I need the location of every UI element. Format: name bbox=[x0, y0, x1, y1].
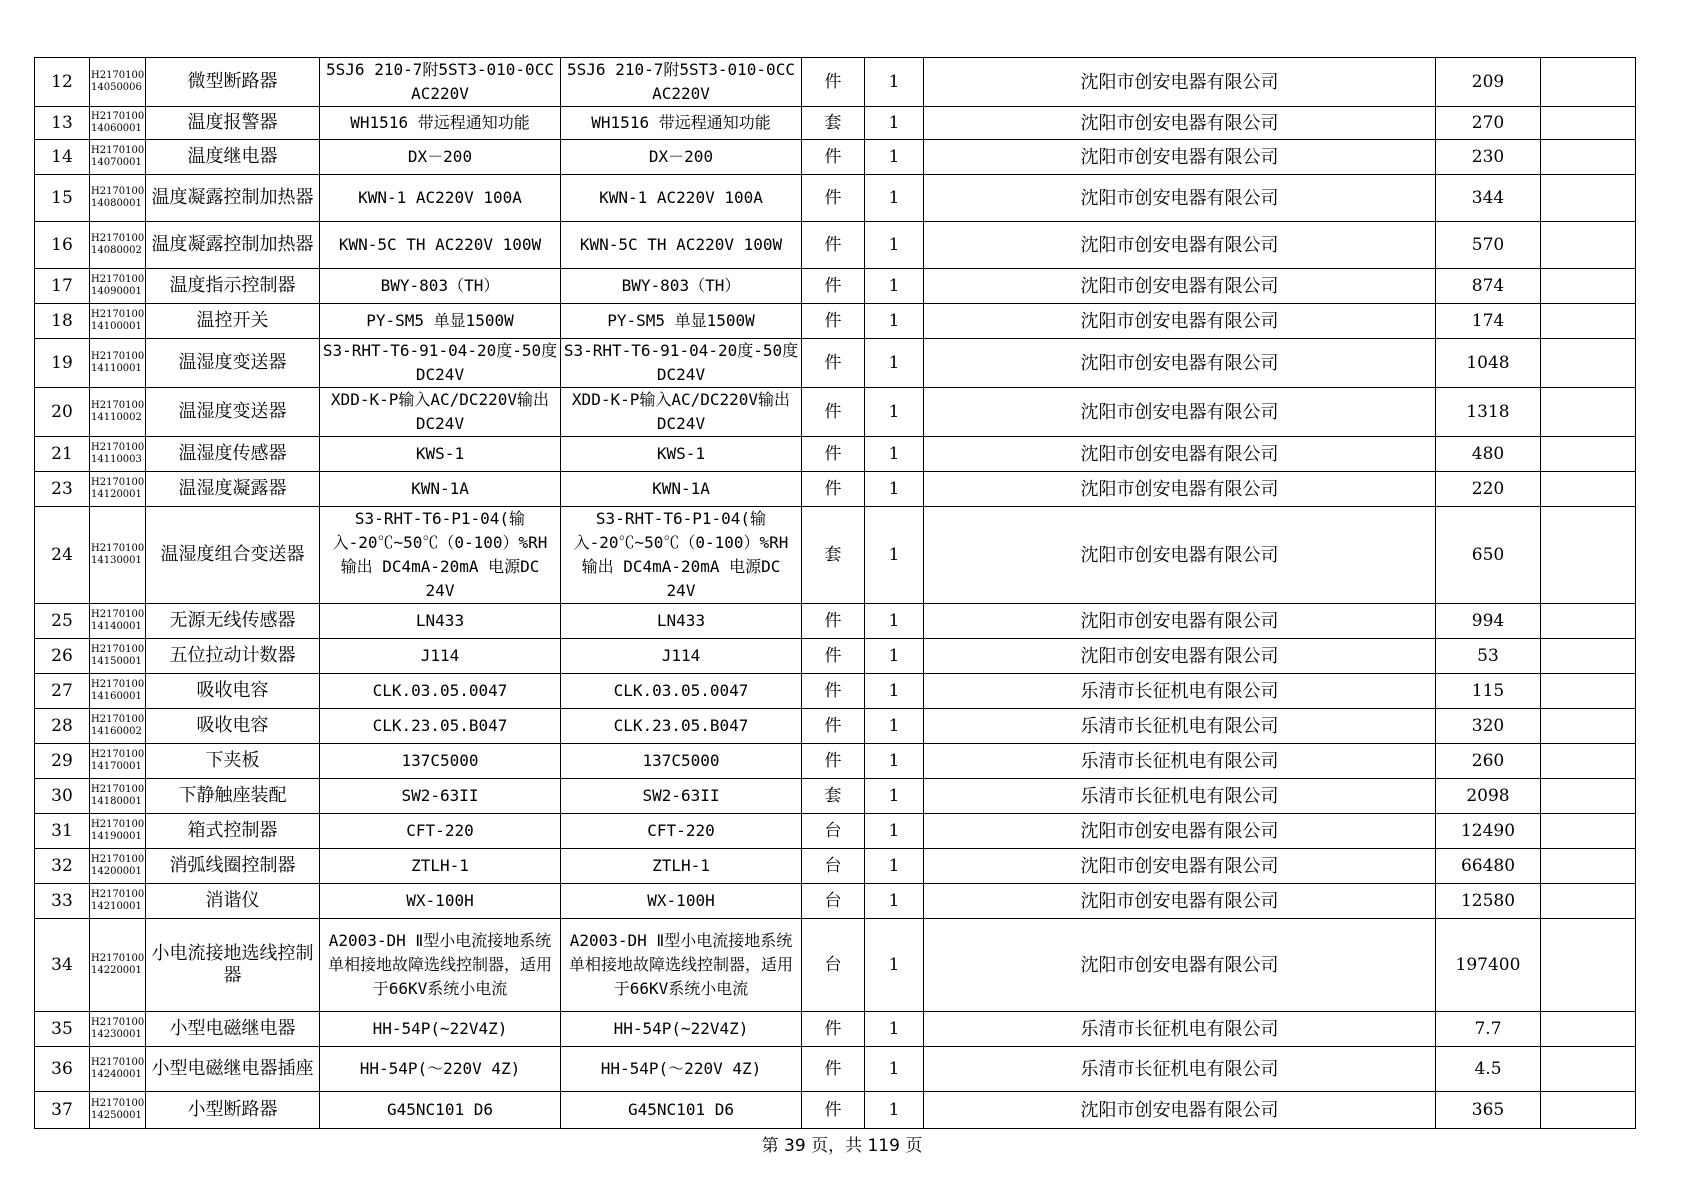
table-row bbox=[35, 884, 1636, 919]
table-row bbox=[35, 814, 1636, 849]
unit-cell: 件 bbox=[802, 388, 865, 437]
spec-model-cell: G45NC101 D6 bbox=[320, 1092, 561, 1129]
table-row bbox=[35, 175, 1636, 222]
item-name-cell: 温控开关 bbox=[146, 304, 320, 339]
item-name-cell: 无源无线传感器 bbox=[146, 604, 320, 639]
spec-model-cell: ZTLH-1 bbox=[320, 849, 561, 884]
table-row bbox=[35, 1012, 1636, 1047]
unit-cell: 件 bbox=[802, 709, 865, 744]
item-name-cell: 消谐仪 bbox=[146, 884, 320, 919]
item-code-cell: H2170100 14070001 bbox=[90, 140, 146, 175]
remarks-cell bbox=[1541, 814, 1636, 849]
spec-model-2-cell: WX-100H bbox=[561, 884, 802, 919]
row-number-cell: 21 bbox=[35, 437, 90, 472]
unit-cell: 件 bbox=[802, 1047, 865, 1092]
item-code-cell: H2170100 14110002 bbox=[90, 388, 146, 437]
unit-price-cell: 270 bbox=[1436, 107, 1541, 140]
item-code-cell: H2170100 14160002 bbox=[90, 709, 146, 744]
quantity-cell: 1 bbox=[865, 709, 924, 744]
table-row bbox=[35, 604, 1636, 639]
remarks-cell bbox=[1541, 140, 1636, 175]
item-code-cell: H2170100 14090001 bbox=[90, 269, 146, 304]
spec-model-2-cell: KWN-1A bbox=[561, 472, 802, 507]
item-name-cell: 下夹板 bbox=[146, 744, 320, 779]
remarks-cell bbox=[1541, 175, 1636, 222]
unit-price-cell: 1048 bbox=[1436, 339, 1541, 388]
table-row bbox=[35, 58, 1636, 107]
item-name-cell: 温湿度变送器 bbox=[146, 388, 320, 437]
supplier-name-cell: 沈阳市创安电器有限公司 bbox=[924, 814, 1436, 849]
unit-cell: 件 bbox=[802, 175, 865, 222]
row-number-cell: 33 bbox=[35, 884, 90, 919]
unit-price-cell: 480 bbox=[1436, 437, 1541, 472]
table-row bbox=[35, 744, 1636, 779]
table-row bbox=[35, 222, 1636, 269]
row-number-cell: 15 bbox=[35, 175, 90, 222]
supplier-name-cell: 沈阳市创安电器有限公司 bbox=[924, 437, 1436, 472]
item-code-cell: H2170100 14230001 bbox=[90, 1012, 146, 1047]
spec-model-cell: 137C5000 bbox=[320, 744, 561, 779]
table-row bbox=[35, 339, 1636, 388]
unit-cell: 套 bbox=[802, 107, 865, 140]
quantity-cell: 1 bbox=[865, 674, 924, 709]
item-code-cell: H2170100 14060001 bbox=[90, 107, 146, 140]
unit-cell: 件 bbox=[802, 1012, 865, 1047]
spec-model-2-cell: KWN-1 AC220V 100A bbox=[561, 175, 802, 222]
spec-model-cell: LN433 bbox=[320, 604, 561, 639]
remarks-cell bbox=[1541, 639, 1636, 674]
item-code-cell: H2170100 14130001 bbox=[90, 507, 146, 604]
remarks-cell bbox=[1541, 849, 1636, 884]
quantity-cell: 1 bbox=[865, 472, 924, 507]
row-number-cell: 12 bbox=[35, 58, 90, 107]
spec-model-2-cell: KWN-5C TH AC220V 100W bbox=[561, 222, 802, 269]
item-code-cell: H2170100 14100001 bbox=[90, 304, 146, 339]
quantity-cell: 1 bbox=[865, 1012, 924, 1047]
supplier-name-cell: 乐清市长征机电有限公司 bbox=[924, 1012, 1436, 1047]
quantity-cell: 1 bbox=[865, 919, 924, 1012]
row-number-cell: 27 bbox=[35, 674, 90, 709]
row-number-cell: 18 bbox=[35, 304, 90, 339]
unit-cell: 台 bbox=[802, 919, 865, 1012]
table-row bbox=[35, 437, 1636, 472]
unit-cell: 件 bbox=[802, 674, 865, 709]
item-code-cell: H2170100 14250001 bbox=[90, 1092, 146, 1129]
unit-price-cell: 220 bbox=[1436, 472, 1541, 507]
spec-model-cell: BWY-803（TH） bbox=[320, 269, 561, 304]
supplier-name-cell: 沈阳市创安电器有限公司 bbox=[924, 849, 1436, 884]
remarks-cell bbox=[1541, 304, 1636, 339]
row-number-cell: 26 bbox=[35, 639, 90, 674]
remarks-cell bbox=[1541, 744, 1636, 779]
quantity-cell: 1 bbox=[865, 339, 924, 388]
unit-price-cell: 209 bbox=[1436, 58, 1541, 107]
spec-model-2-cell: SW2-63II bbox=[561, 779, 802, 814]
supplier-name-cell: 沈阳市创安电器有限公司 bbox=[924, 140, 1436, 175]
unit-price-cell: 12580 bbox=[1436, 884, 1541, 919]
spec-model-2-cell: WH1516 带远程通知功能 bbox=[561, 107, 802, 140]
item-code-cell: H2170100 14080001 bbox=[90, 175, 146, 222]
row-number-cell: 28 bbox=[35, 709, 90, 744]
table-row bbox=[35, 107, 1636, 140]
unit-price-cell: 174 bbox=[1436, 304, 1541, 339]
item-code-cell: H2170100 14160001 bbox=[90, 674, 146, 709]
unit-cell: 台 bbox=[802, 814, 865, 849]
unit-price-cell: 12490 bbox=[1436, 814, 1541, 849]
item-code-cell: H2170100 14190001 bbox=[90, 814, 146, 849]
quantity-cell: 1 bbox=[865, 58, 924, 107]
quantity-cell: 1 bbox=[865, 604, 924, 639]
remarks-cell bbox=[1541, 269, 1636, 304]
remarks-cell bbox=[1541, 1012, 1636, 1047]
spec-model-cell: DX－200 bbox=[320, 140, 561, 175]
unit-price-cell: 4.5 bbox=[1436, 1047, 1541, 1092]
remarks-cell bbox=[1541, 674, 1636, 709]
remarks-cell bbox=[1541, 472, 1636, 507]
quantity-cell: 1 bbox=[865, 849, 924, 884]
unit-price-cell: 197400 bbox=[1436, 919, 1541, 1012]
unit-cell: 台 bbox=[802, 884, 865, 919]
item-code-cell: H2170100 14220001 bbox=[90, 919, 146, 1012]
unit-cell: 套 bbox=[802, 779, 865, 814]
row-number-cell: 25 bbox=[35, 604, 90, 639]
row-number-cell: 31 bbox=[35, 814, 90, 849]
spec-model-2-cell: G45NC101 D6 bbox=[561, 1092, 802, 1129]
spec-model-cell: KWS-1 bbox=[320, 437, 561, 472]
item-name-cell: 温度凝露控制加热器 bbox=[146, 175, 320, 222]
unit-cell: 件 bbox=[802, 269, 865, 304]
spec-model-cell: CFT-220 bbox=[320, 814, 561, 849]
spec-model-cell: CLK.03.05.0047 bbox=[320, 674, 561, 709]
table-row bbox=[35, 1047, 1636, 1092]
quantity-cell: 1 bbox=[865, 222, 924, 269]
row-number-cell: 36 bbox=[35, 1047, 90, 1092]
unit-price-cell: 260 bbox=[1436, 744, 1541, 779]
spec-model-cell: XDD-K-P输入AC/DC220V输出DC24V bbox=[320, 388, 561, 437]
item-name-cell: 箱式控制器 bbox=[146, 814, 320, 849]
item-code-cell: H2170100 14110003 bbox=[90, 437, 146, 472]
remarks-cell bbox=[1541, 709, 1636, 744]
item-name-cell: 小电流接地选线控制器 bbox=[146, 919, 320, 1012]
table-row bbox=[35, 269, 1636, 304]
row-number-cell: 14 bbox=[35, 140, 90, 175]
item-code-cell: H2170100 14150001 bbox=[90, 639, 146, 674]
parts-price-table bbox=[34, 57, 1636, 1129]
supplier-name-cell: 沈阳市创安电器有限公司 bbox=[924, 507, 1436, 604]
item-name-cell: 温湿度变送器 bbox=[146, 339, 320, 388]
unit-price-cell: 320 bbox=[1436, 709, 1541, 744]
unit-price-cell: 994 bbox=[1436, 604, 1541, 639]
table-row bbox=[35, 919, 1636, 1012]
row-number-cell: 34 bbox=[35, 919, 90, 1012]
spec-model-2-cell: 5SJ6 210-7附5ST3-010-0CC AC220V bbox=[561, 58, 802, 107]
item-name-cell: 吸收电容 bbox=[146, 674, 320, 709]
supplier-name-cell: 沈阳市创安电器有限公司 bbox=[924, 919, 1436, 1012]
supplier-name-cell: 沈阳市创安电器有限公司 bbox=[924, 472, 1436, 507]
spec-model-2-cell: HH-54P(~22V4Z) bbox=[561, 1012, 802, 1047]
table-row bbox=[35, 779, 1636, 814]
table-row bbox=[35, 674, 1636, 709]
spec-model-cell: HH-54P(～220V 4Z) bbox=[320, 1047, 561, 1092]
unit-cell: 件 bbox=[802, 639, 865, 674]
item-code-cell: H2170100 14200001 bbox=[90, 849, 146, 884]
remarks-cell bbox=[1541, 779, 1636, 814]
spec-model-cell: CLK.23.05.B047 bbox=[320, 709, 561, 744]
spec-model-2-cell: S3-RHT-T6-P1-04(输入-20℃~50℃（0-100）%RH 输出 DC4mA-20mA 电源DC 24V bbox=[561, 507, 802, 604]
item-code-cell: H2170100 14180001 bbox=[90, 779, 146, 814]
remarks-cell bbox=[1541, 919, 1636, 1012]
supplier-name-cell: 沈阳市创安电器有限公司 bbox=[924, 884, 1436, 919]
item-code-cell: H2170100 14240001 bbox=[90, 1047, 146, 1092]
spec-model-2-cell: DX－200 bbox=[561, 140, 802, 175]
quantity-cell: 1 bbox=[865, 437, 924, 472]
spec-model-cell: A2003-DH Ⅱ型小电流接地系统单相接地故障选线控制器，适用于66KV系统小电流 bbox=[320, 919, 561, 1012]
row-number-cell: 35 bbox=[35, 1012, 90, 1047]
supplier-name-cell: 乐清市长征机电有限公司 bbox=[924, 1047, 1436, 1092]
item-code-cell: H2170100 14140001 bbox=[90, 604, 146, 639]
unit-cell: 件 bbox=[802, 604, 865, 639]
spec-model-2-cell: LN433 bbox=[561, 604, 802, 639]
unit-cell: 件 bbox=[802, 1092, 865, 1129]
unit-price-cell: 650 bbox=[1436, 507, 1541, 604]
spec-model-2-cell: CLK.23.05.B047 bbox=[561, 709, 802, 744]
quantity-cell: 1 bbox=[865, 884, 924, 919]
supplier-name-cell: 沈阳市创安电器有限公司 bbox=[924, 1092, 1436, 1129]
row-number-cell: 20 bbox=[35, 388, 90, 437]
quantity-cell: 1 bbox=[865, 269, 924, 304]
remarks-cell bbox=[1541, 339, 1636, 388]
quantity-cell: 1 bbox=[865, 1092, 924, 1129]
quantity-cell: 1 bbox=[865, 175, 924, 222]
unit-price-cell: 874 bbox=[1436, 269, 1541, 304]
remarks-cell bbox=[1541, 388, 1636, 437]
row-number-cell: 13 bbox=[35, 107, 90, 140]
item-name-cell: 微型断路器 bbox=[146, 58, 320, 107]
item-code-cell: H2170100 14050006 bbox=[90, 58, 146, 107]
spec-model-2-cell: XDD-K-P输入AC/DC220V输出DC24V bbox=[561, 388, 802, 437]
row-number-cell: 32 bbox=[35, 849, 90, 884]
spec-model-cell: SW2-63II bbox=[320, 779, 561, 814]
unit-price-cell: 53 bbox=[1436, 639, 1541, 674]
spec-model-cell: WX-100H bbox=[320, 884, 561, 919]
unit-cell: 件 bbox=[802, 437, 865, 472]
spec-model-2-cell: S3-RHT-T6-91-04-20度-50度 DC24V bbox=[561, 339, 802, 388]
row-number-cell: 23 bbox=[35, 472, 90, 507]
spec-model-cell: HH-54P(~22V4Z) bbox=[320, 1012, 561, 1047]
supplier-name-cell: 沈阳市创安电器有限公司 bbox=[924, 639, 1436, 674]
item-name-cell: 温度继电器 bbox=[146, 140, 320, 175]
supplier-name-cell: 沈阳市创安电器有限公司 bbox=[924, 175, 1436, 222]
unit-price-cell: 344 bbox=[1436, 175, 1541, 222]
spec-model-cell: KWN-1 AC220V 100A bbox=[320, 175, 561, 222]
unit-cell: 件 bbox=[802, 58, 865, 107]
page-footer: 第 39 页，共 119 页 bbox=[761, 1136, 923, 1156]
item-name-cell: 消弧线圈控制器 bbox=[146, 849, 320, 884]
spec-model-2-cell: A2003-DH Ⅱ型小电流接地系统单相接地故障选线控制器，适用于66KV系统小电流 bbox=[561, 919, 802, 1012]
remarks-cell bbox=[1541, 604, 1636, 639]
quantity-cell: 1 bbox=[865, 779, 924, 814]
quantity-cell: 1 bbox=[865, 639, 924, 674]
spec-model-2-cell: BWY-803（TH） bbox=[561, 269, 802, 304]
spec-model-2-cell: J114 bbox=[561, 639, 802, 674]
item-code-cell: H2170100 14080002 bbox=[90, 222, 146, 269]
item-name-cell: 小型电磁继电器插座 bbox=[146, 1047, 320, 1092]
item-name-cell: 温湿度凝露器 bbox=[146, 472, 320, 507]
spec-model-2-cell: CLK.03.05.0047 bbox=[561, 674, 802, 709]
unit-cell: 件 bbox=[802, 222, 865, 269]
unit-price-cell: 230 bbox=[1436, 140, 1541, 175]
unit-cell: 件 bbox=[802, 304, 865, 339]
table-row bbox=[35, 1092, 1636, 1129]
row-number-cell: 24 bbox=[35, 507, 90, 604]
unit-price-cell: 365 bbox=[1436, 1092, 1541, 1129]
remarks-cell bbox=[1541, 507, 1636, 604]
table-row bbox=[35, 709, 1636, 744]
supplier-name-cell: 沈阳市创安电器有限公司 bbox=[924, 269, 1436, 304]
item-code-cell: H2170100 14120001 bbox=[90, 472, 146, 507]
item-name-cell: 小型电磁继电器 bbox=[146, 1012, 320, 1047]
supplier-name-cell: 乐清市长征机电有限公司 bbox=[924, 709, 1436, 744]
supplier-name-cell: 沈阳市创安电器有限公司 bbox=[924, 304, 1436, 339]
spec-model-cell: S3-RHT-T6-91-04-20度-50度 DC24V bbox=[320, 339, 561, 388]
unit-price-cell: 7.7 bbox=[1436, 1012, 1541, 1047]
unit-price-cell: 2098 bbox=[1436, 779, 1541, 814]
item-name-cell: 小型断路器 bbox=[146, 1092, 320, 1129]
table-row bbox=[35, 140, 1636, 175]
remarks-cell bbox=[1541, 58, 1636, 107]
spec-model-cell: KWN-5C TH AC220V 100W bbox=[320, 222, 561, 269]
spec-model-2-cell: HH-54P(～220V 4Z) bbox=[561, 1047, 802, 1092]
supplier-name-cell: 沈阳市创安电器有限公司 bbox=[924, 222, 1436, 269]
quantity-cell: 1 bbox=[865, 140, 924, 175]
table-row bbox=[35, 304, 1636, 339]
remarks-cell bbox=[1541, 107, 1636, 140]
unit-cell: 件 bbox=[802, 140, 865, 175]
quantity-cell: 1 bbox=[865, 507, 924, 604]
item-name-cell: 下静触座装配 bbox=[146, 779, 320, 814]
unit-price-cell: 115 bbox=[1436, 674, 1541, 709]
row-number-cell: 30 bbox=[35, 779, 90, 814]
table-row bbox=[35, 849, 1636, 884]
supplier-name-cell: 沈阳市创安电器有限公司 bbox=[924, 604, 1436, 639]
supplier-name-cell: 沈阳市创安电器有限公司 bbox=[924, 107, 1436, 140]
unit-cell: 件 bbox=[802, 744, 865, 779]
item-name-cell: 温度凝露控制加热器 bbox=[146, 222, 320, 269]
supplier-name-cell: 乐清市长征机电有限公司 bbox=[924, 779, 1436, 814]
remarks-cell bbox=[1541, 437, 1636, 472]
unit-price-cell: 570 bbox=[1436, 222, 1541, 269]
supplier-name-cell: 乐清市长征机电有限公司 bbox=[924, 744, 1436, 779]
quantity-cell: 1 bbox=[865, 1047, 924, 1092]
item-name-cell: 温湿度传感器 bbox=[146, 437, 320, 472]
supplier-name-cell: 沈阳市创安电器有限公司 bbox=[924, 339, 1436, 388]
item-name-cell: 温度报警器 bbox=[146, 107, 320, 140]
table-row bbox=[35, 472, 1636, 507]
spec-model-cell: S3-RHT-T6-P1-04(输入-20℃~50℃（0-100）%RH 输出 DC4mA-20mA 电源DC 24V bbox=[320, 507, 561, 604]
spec-model-2-cell: 137C5000 bbox=[561, 744, 802, 779]
quantity-cell: 1 bbox=[865, 304, 924, 339]
spec-model-cell: PY-SM5 单显1500W bbox=[320, 304, 561, 339]
item-code-cell: H2170100 14170001 bbox=[90, 744, 146, 779]
quantity-cell: 1 bbox=[865, 744, 924, 779]
quantity-cell: 1 bbox=[865, 107, 924, 140]
remarks-cell bbox=[1541, 884, 1636, 919]
spec-model-2-cell: CFT-220 bbox=[561, 814, 802, 849]
remarks-cell bbox=[1541, 1092, 1636, 1129]
spec-model-cell: 5SJ6 210-7附5ST3-010-0CC AC220V bbox=[320, 58, 561, 107]
spec-model-2-cell: KWS-1 bbox=[561, 437, 802, 472]
row-number-cell: 17 bbox=[35, 269, 90, 304]
spec-model-cell: WH1516 带远程通知功能 bbox=[320, 107, 561, 140]
spec-model-2-cell: PY-SM5 单显1500W bbox=[561, 304, 802, 339]
spec-model-cell: J114 bbox=[320, 639, 561, 674]
row-number-cell: 19 bbox=[35, 339, 90, 388]
quantity-cell: 1 bbox=[865, 814, 924, 849]
unit-price-cell: 66480 bbox=[1436, 849, 1541, 884]
unit-price-cell: 1318 bbox=[1436, 388, 1541, 437]
remarks-cell bbox=[1541, 222, 1636, 269]
supplier-name-cell: 乐清市长征机电有限公司 bbox=[924, 674, 1436, 709]
quantity-cell: 1 bbox=[865, 388, 924, 437]
unit-cell: 台 bbox=[802, 849, 865, 884]
table-row bbox=[35, 388, 1636, 437]
item-name-cell: 温湿度组合变送器 bbox=[146, 507, 320, 604]
spec-model-cell: KWN-1A bbox=[320, 472, 561, 507]
item-name-cell: 吸收电容 bbox=[146, 709, 320, 744]
supplier-name-cell: 沈阳市创安电器有限公司 bbox=[924, 388, 1436, 437]
item-name-cell: 温度指示控制器 bbox=[146, 269, 320, 304]
unit-cell: 件 bbox=[802, 339, 865, 388]
table-row bbox=[35, 507, 1636, 604]
remarks-cell bbox=[1541, 1047, 1636, 1092]
row-number-cell: 29 bbox=[35, 744, 90, 779]
item-code-cell: H2170100 14110001 bbox=[90, 339, 146, 388]
supplier-name-cell: 沈阳市创安电器有限公司 bbox=[924, 58, 1436, 107]
row-number-cell: 16 bbox=[35, 222, 90, 269]
unit-cell: 套 bbox=[802, 507, 865, 604]
item-name-cell: 五位拉动计数器 bbox=[146, 639, 320, 674]
spec-model-2-cell: ZTLH-1 bbox=[561, 849, 802, 884]
unit-cell: 件 bbox=[802, 472, 865, 507]
item-code-cell: H2170100 14210001 bbox=[90, 884, 146, 919]
row-number-cell: 37 bbox=[35, 1092, 90, 1129]
table-row bbox=[35, 639, 1636, 674]
